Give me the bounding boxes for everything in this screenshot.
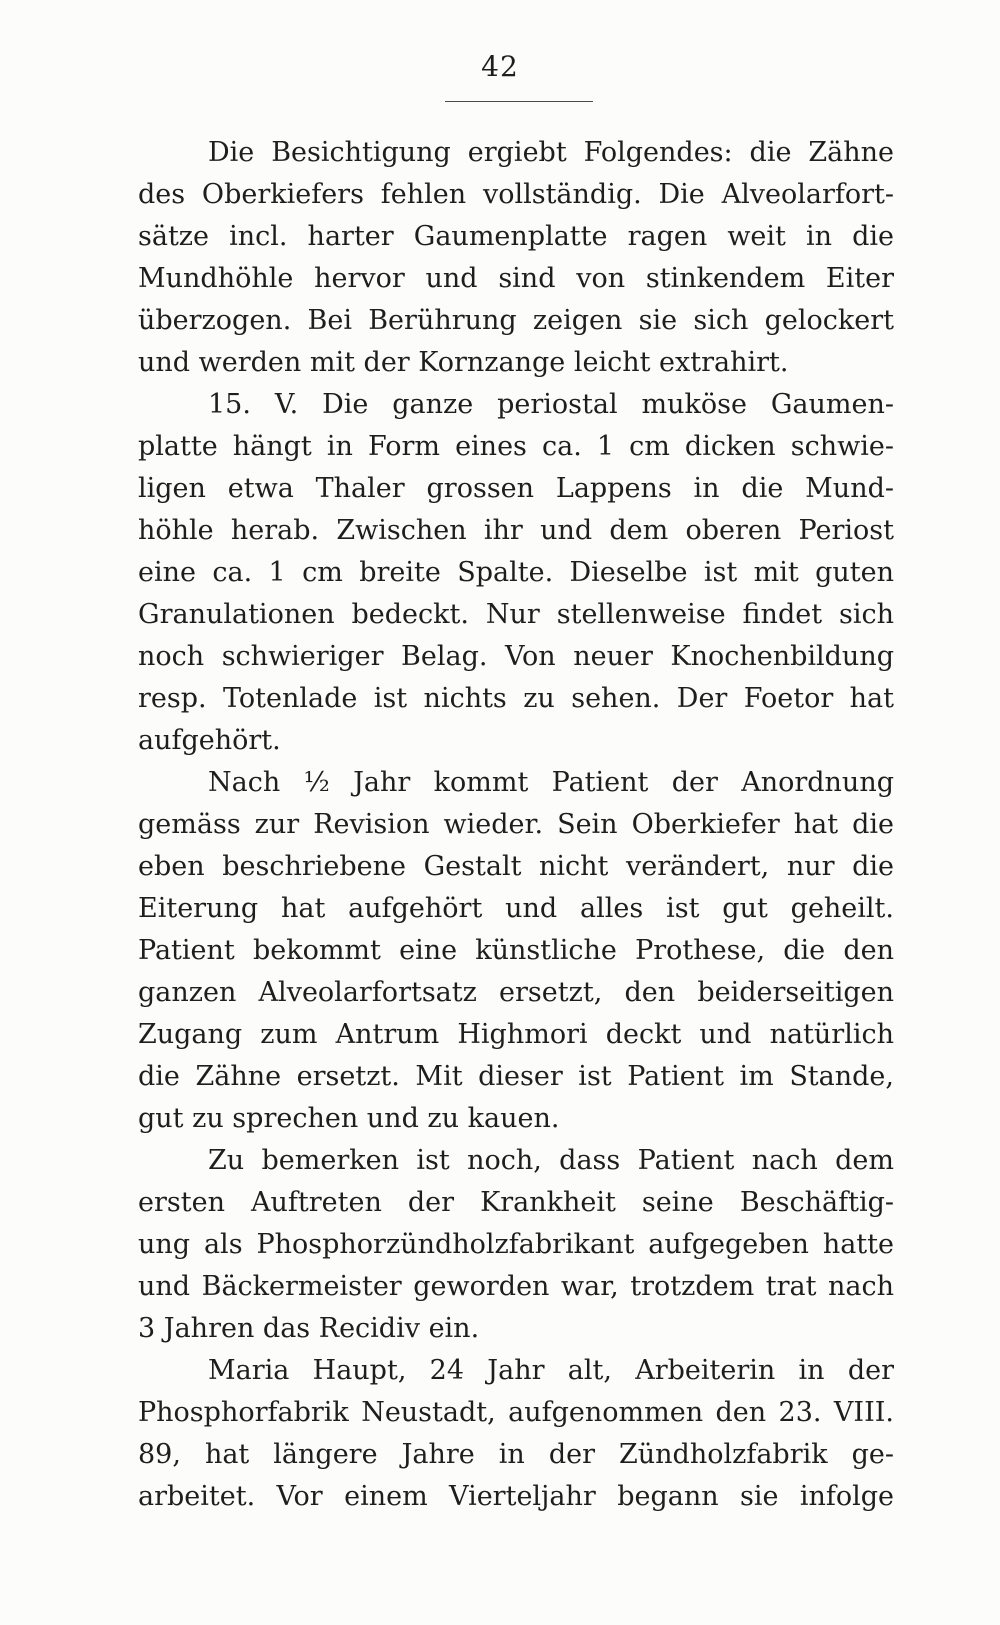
text-line: platte hängt in Form eines ca. 1 cm dicken schwie- — [138, 431, 894, 462]
text-line: die Zähne ersetzt. Mit dieser ist Patient im Stande, — [138, 1061, 894, 1092]
text-line: Phosphorfabrik Neustadt, aufgenommen den 23. VIII. — [138, 1397, 894, 1428]
text-line: eine ca. 1 cm breite Spalte. Dieselbe ist mit guten — [138, 557, 894, 588]
text-line: 89, hat längere Jahre in der Zündholzfabrik ge- — [138, 1439, 894, 1470]
text-line: und Bäckermeister geworden war, trotzdem trat nach — [138, 1271, 894, 1302]
text-line: Zugang zum Antrum Highmori deckt und natürlich — [138, 1019, 894, 1050]
text-line: überzogen. Bei Berührung zeigen sie sich gelockert — [138, 305, 894, 336]
text-line: höhle herab. Zwischen ihr und dem oberen Periost — [138, 515, 894, 546]
text-line: noch schwieriger Belag. Von neuer Knochenbildung — [138, 641, 894, 672]
text-line: Eiterung hat aufgehört und alles ist gut geheilt. — [138, 893, 894, 924]
text-line: resp. Totenlade ist nichts zu sehen. Der Foetor hat — [138, 683, 894, 714]
text-line: 3 Jahren das Recidiv ein. — [138, 1313, 480, 1344]
text-line: ligen etwa Thaler grossen Lappens in die Mund- — [138, 473, 894, 504]
text-line: Nach ½ Jahr kommt Patient der Anordnung — [208, 767, 894, 798]
text-line: eben beschriebene Gestalt nicht verändert, nur die — [138, 851, 894, 882]
text-line: ersten Auftreten der Krankheit seine Beschäftig- — [138, 1187, 894, 1218]
text-line: des Oberkiefers fehlen vollständig. Die Alveolarfort- — [138, 179, 894, 210]
text-line: aufgehört. — [138, 725, 281, 756]
text-line: Maria Haupt, 24 Jahr alt, Arbeiterin in der — [208, 1355, 894, 1386]
page-number-rule — [445, 101, 593, 102]
text-line: 15. V. Die ganze periostal muköse Gaumen- — [208, 389, 894, 420]
text-line: arbeitet. Vor einem Vierteljahr begann sie infolge — [138, 1481, 894, 1512]
text-line: gut zu sprechen und zu kauen. — [138, 1103, 560, 1134]
text-line: ganzen Alveolarfortsatz ersetzt, den beiderseitigen — [138, 977, 894, 1008]
text-line: Mundhöhle hervor und sind von stinkendem Eiter — [138, 263, 894, 294]
text-line: sätze incl. harter Gaumenplatte ragen weit in die — [138, 221, 894, 252]
body-text — [138, 132, 894, 1518]
text-line: Zu bemerken ist noch, dass Patient nach dem — [208, 1145, 894, 1176]
text-line: Patient bekommt eine künstliche Prothese, die den — [138, 935, 894, 966]
text-line: und werden mit der Kornzange leicht extrahirt. — [138, 347, 789, 378]
text-line: Die Besichtigung ergiebt Folgendes: die Zähne — [208, 137, 894, 168]
text-line: ung als Phosphorzündholzfabrikant aufgegeben hatte — [138, 1229, 894, 1260]
text-line: gemäss zur Revision wieder. Sein Oberkiefer hat die — [138, 809, 894, 840]
text-line: Granulationen bedeckt. Nur stellenweise findet sich — [138, 599, 894, 630]
page-number: 42 — [481, 50, 519, 83]
